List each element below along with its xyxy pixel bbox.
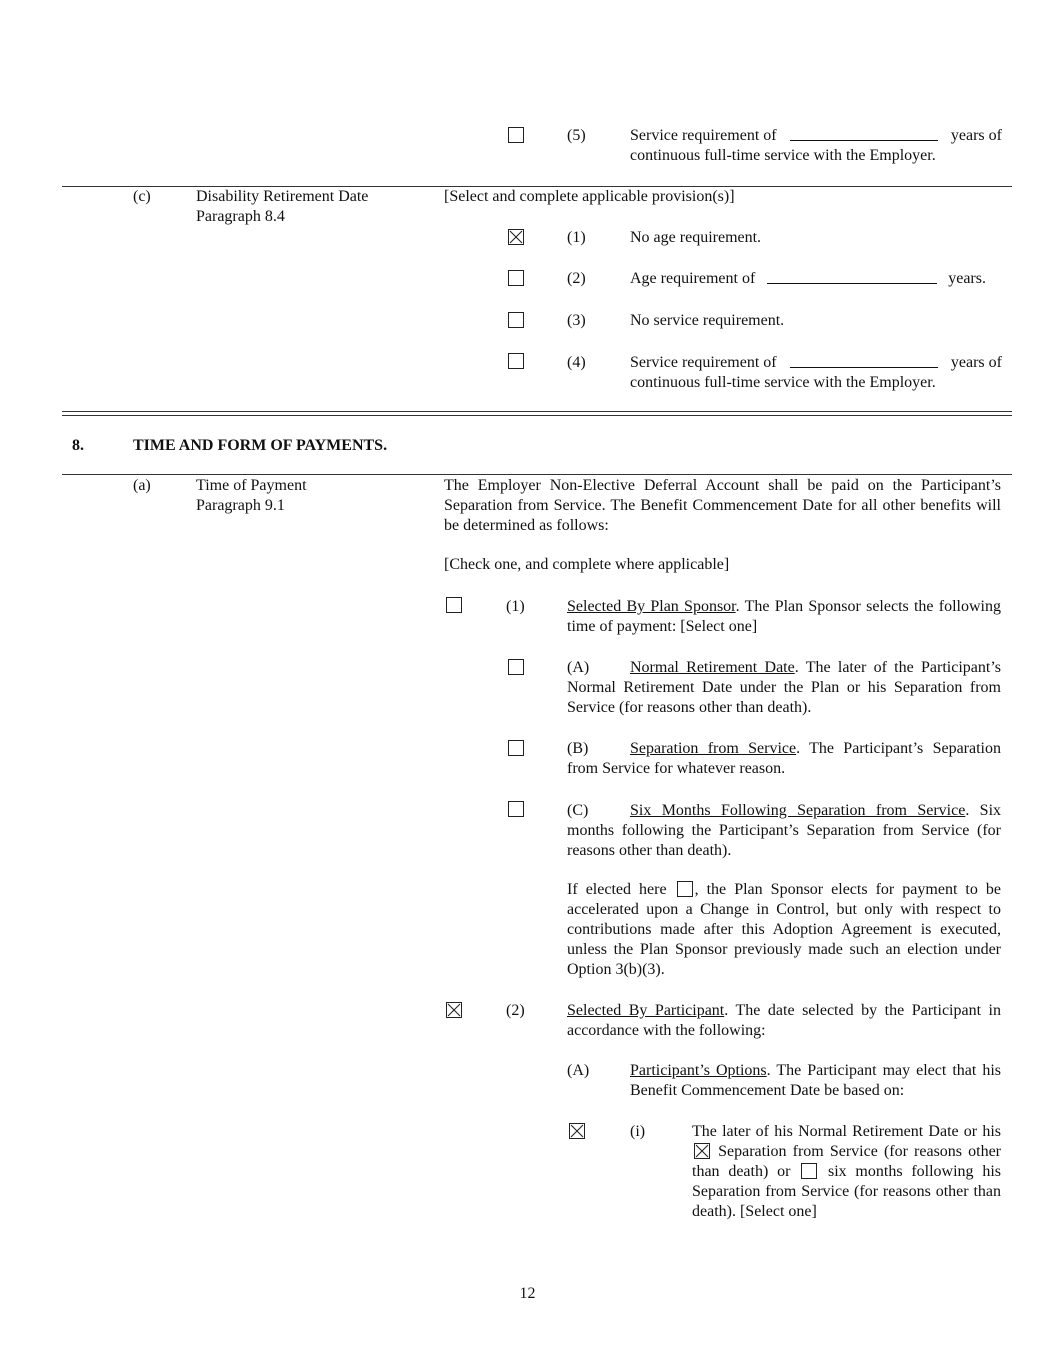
checkbox-separation-from-service[interactable] [508,740,524,756]
x-mark-icon [509,230,523,244]
checkbox-service-requirement-4[interactable] [508,353,524,369]
top-item-text: Service requirement of years of continuous full-time service with the Employer. [630,127,1002,164]
option-number: (2) [506,1002,525,1019]
checkbox-no-service-requirement[interactable] [508,312,524,328]
option-text: Selected By Participant. The date selected by the Participant in accordance with the following: [567,1002,1002,1039]
section-title: Disability Retirement Date Paragraph 8.4 [196,188,369,225]
item-number: (5) [567,127,586,144]
checkbox-no-age-requirement[interactable] [508,229,524,245]
elected-paragraph: If elected here , the Plan Sponsor elects for payment to be accelerated upon a Change in Control, but only with respect to contributions made after this Adoption Agreement is executed, unless the Plan Sponsor previously made such an election under Option 3(b)(3). [567,881,1001,978]
subitem-text: Participant’s Options. The Participant may elect that his Benefit Commencement Date be based on: [630,1062,1002,1099]
checkbox-separation-option[interactable] [694,1143,710,1159]
double-divider [62,411,1012,416]
checkbox-age-requirement[interactable] [508,270,524,286]
divider [62,474,1012,475]
checkbox-later-of-normal-retirement[interactable] [569,1123,585,1139]
section-letter: (c) [133,188,151,205]
checkbox-selected-by-plan-sponsor[interactable] [446,597,462,613]
checkbox-service-requirement-5[interactable] [508,127,524,143]
section-instruction: [Check one, and complete where applicable] [444,556,730,573]
item-number: (4) [567,354,586,371]
option-text: Selected By Plan Sponsor. The Plan Sponsor selects the following time of payment: [Select one] [567,598,1001,635]
checkbox-change-in-control[interactable] [677,881,693,897]
age-blank-field[interactable] [767,269,937,284]
subitem-text: The later of his Normal Retirement Date or his Separation from Service (for reasons other than death) or six months following his Separation from Service (for reasons other than death). [Select one] [692,1123,1002,1220]
item-text: Service requirement of years of continuous full-time service with the Employer. [630,354,1002,391]
page-number: 12 [519,1285,536,1302]
x-mark-icon [447,1003,461,1017]
item-number: (2) [567,270,586,287]
item-text: No service requirement. [630,312,785,329]
item-text: No age requirement. [630,229,762,246]
checkbox-six-months-option[interactable] [801,1163,817,1179]
checkbox-normal-retirement-date[interactable] [508,659,524,675]
item-number: (3) [567,312,586,329]
section-number: 8. [72,437,84,454]
section-heading: TIME AND FORM OF PAYMENTS. [133,437,388,454]
subitem-letter: (A) [567,1062,590,1079]
years-blank-field[interactable] [790,126,938,141]
subitem-text: (B) Separation from Service. The Participant’s Separation from Service for whatever reason. [567,740,1002,777]
section-letter: (a) [133,477,151,494]
years-blank-field[interactable] [790,353,938,368]
subitem-text: (C) Six Months Following Separation from Service. Six months following the Participant’s Separation from Service (for reasons other than death). [567,802,1002,859]
item-number: (1) [567,229,586,246]
subitem-number: (i) [630,1123,646,1140]
checkbox-selected-by-participant[interactable] [446,1002,462,1018]
checkbox-six-months-following-separation[interactable] [508,801,524,817]
section-instruction: [Select and complete applicable provision(s)] [444,188,735,205]
x-mark-icon [570,1124,584,1138]
item-text: Age requirement of years. [630,270,986,287]
option-number: (1) [506,598,525,615]
section-intro: The Employer Non-Elective Deferral Account shall be paid on the Participant’s Separation from Service. The Benefit Commencement Date for all other benefits will be determined as follows: [444,477,1001,534]
section-title: Time of Payment Paragraph 9.1 [196,477,307,514]
subitem-text: (A) Normal Retirement Date. The later of the Participant’s Normal Retirement Date under the Plan or his Separation from Service (for reasons other than death). [567,659,1001,716]
x-mark-icon [695,1144,709,1158]
